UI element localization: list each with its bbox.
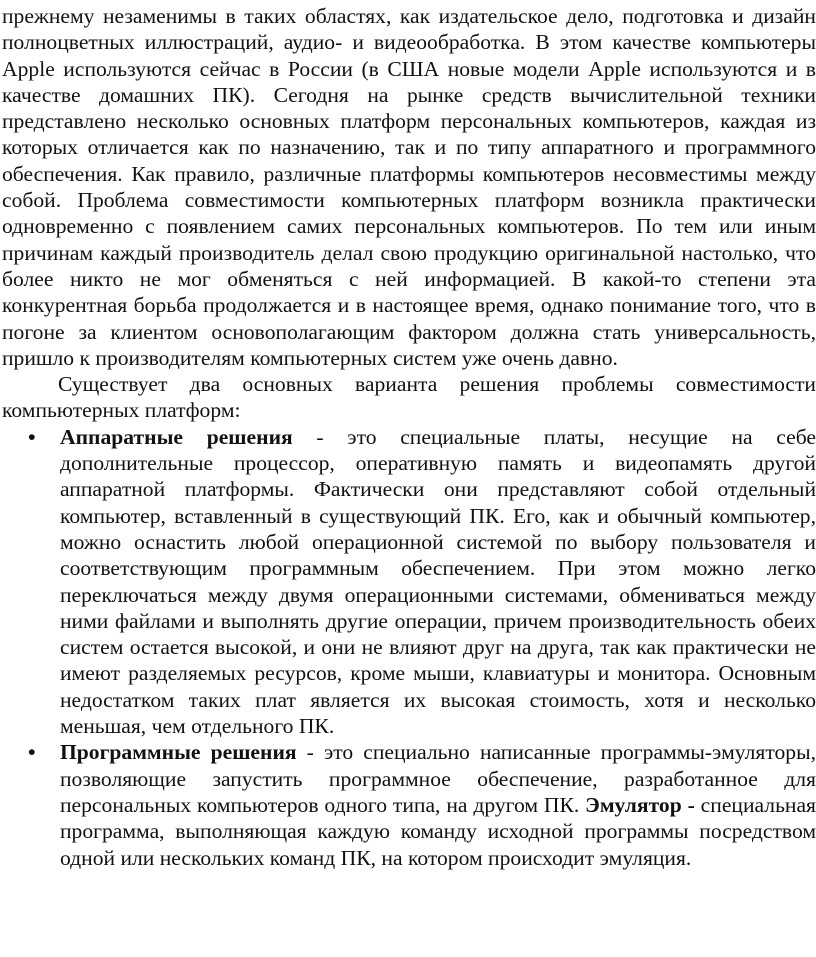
bullet-icon: • bbox=[28, 740, 36, 765]
bullet-list bbox=[0, 424, 816, 871]
term-definition: - это специальные платы, несущие на себе дополнительные процессор, оперативную память и видеопамять другой аппаратной платформы. Фактически они представляют собой отдельный компьютер, вставленный в существующий ПК. Его, как и обычный компьютер, можно оснастить любой операционной системой по выбору пользователя и соответствующим программным обеспечением. При этом можно легко переключаться между двумя операционными системами, обмениваться между ними файлами и выполнять другие операции, причем производительность обеих систем остается высокой, и они не влияют друг на друга, так как практически не имеют разделяемых ресурсов, кроме мыши, клавиатуры и монитора. Основным недостатком таких плат является их высокая стоимость, хотя и несколько меньшая, чем отдельного ПК. bbox=[60, 424, 816, 739]
body-paragraph: Существует два основных варианта решения проблемы совместимости компьютерных платформ: bbox=[2, 372, 816, 423]
body-paragraph: прежнему незаменимы в таких областях, как издательское дело, подготовка и дизайн полноцветных иллюстраций, аудио- и видеообработка. В этом качестве компьютеры Apple используются сейчас в России (в США новые модели Apple используются и в качестве домашних ПК). Сегодня на рынке средств вычислительной техники представлено несколько основных платформ персональных компьютеров, каждая из которых отличается как по назначению, так и по типу аппаратного и программного обеспечения. Как правило, различные платформы компьютеров несовместимы между собой. Проблема совместимости компьютерных платформ возникла практически одновременно с появлением самих персональных компьютеров. По тем или иным причинам каждый производитель делал свою продукцию оригинальной настолько, что более никто не мог обменяться с ней информацией. В какой-то степени эта конкурентная борьба продолжается и в настоящее время, однако понимание того, что в погоне за клиентом основополагающим фактором должна стать универсальность, пришло к производителям компьютерных систем уже очень давно. bbox=[2, 4, 816, 370]
term-emulator: Эмулятор - bbox=[585, 792, 695, 817]
list-item bbox=[0, 739, 816, 870]
term-hardware-solutions: Аппаратные решения bbox=[60, 424, 293, 449]
list-item bbox=[0, 424, 816, 740]
term-software-solutions: Программные решения bbox=[60, 740, 297, 765]
bullet-icon: • bbox=[28, 424, 36, 449]
term-definition: специальная программа, выполняющая каждую команду исходной программы посредством одной или нескольких команд ПК, на котором происходит эмуляция. bbox=[60, 792, 816, 870]
term-definition: - это специально написанные программы-эмуляторы, позволяющие запустить программное обеспечение, разработанное для персональных компьютеров одного типа, на другом ПК. bbox=[60, 740, 816, 817]
